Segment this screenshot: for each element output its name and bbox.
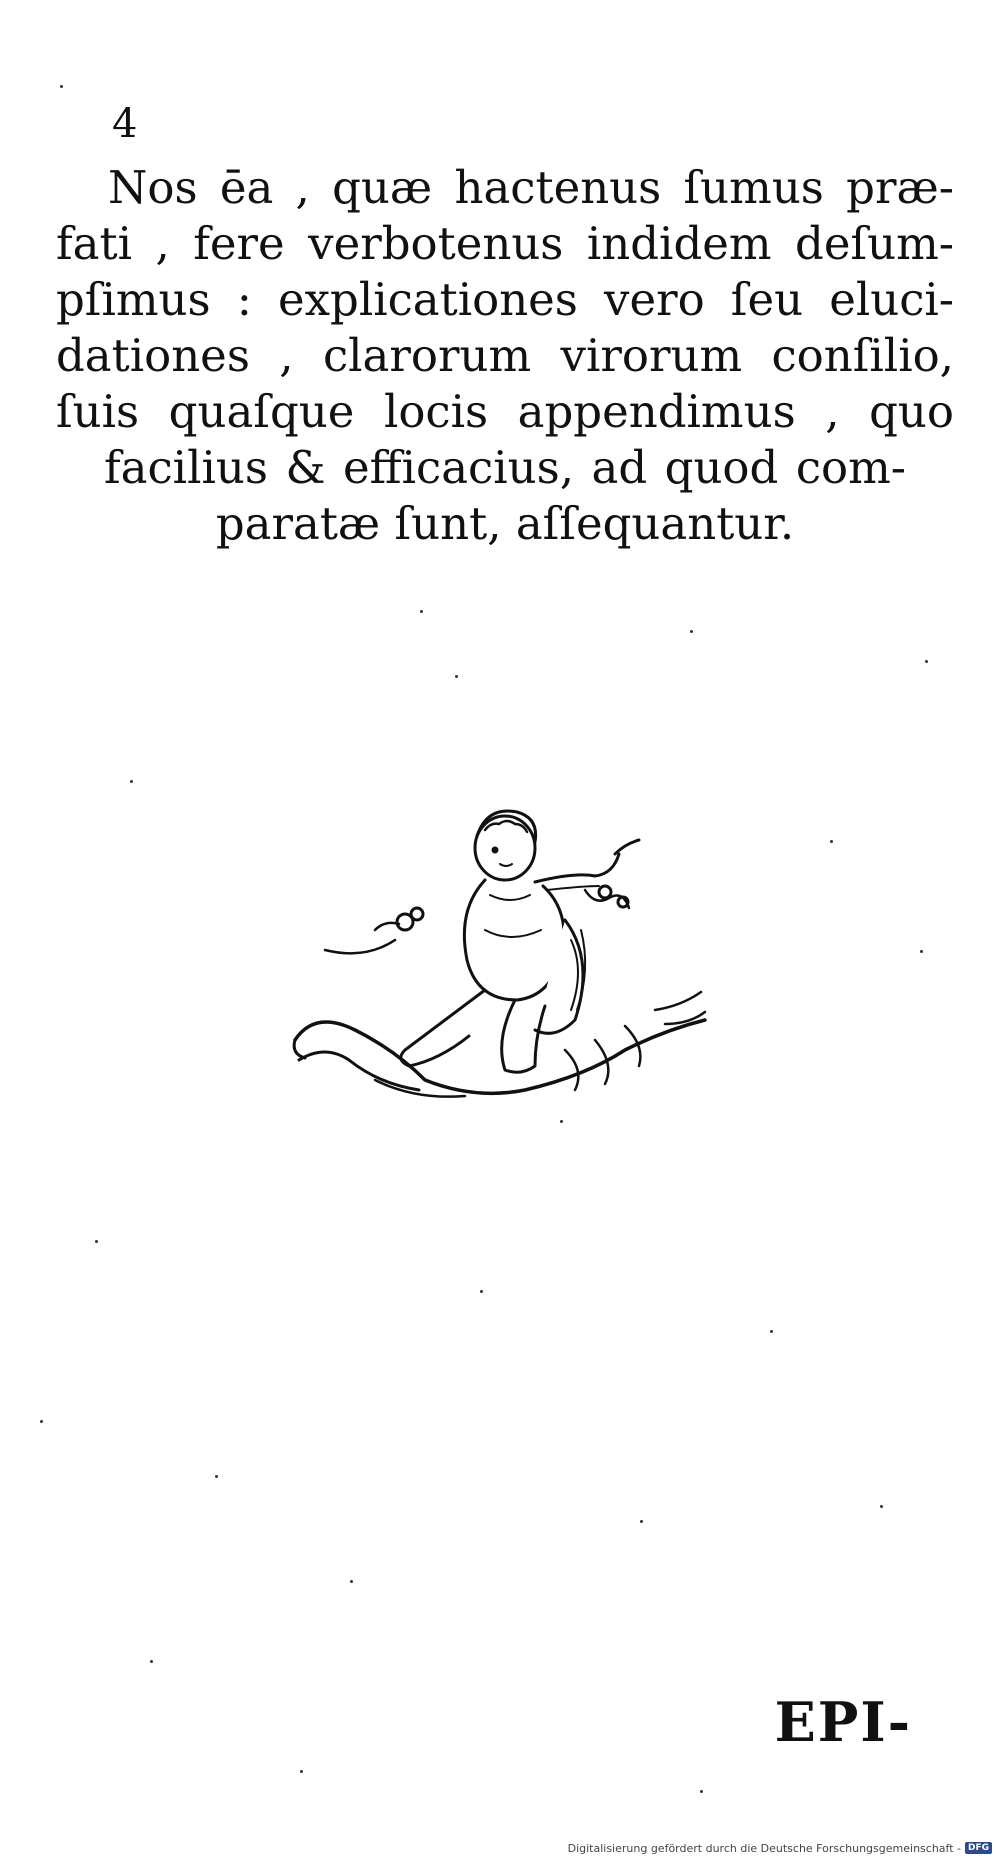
paper-speck bbox=[640, 1520, 643, 1523]
paper-speck bbox=[300, 1770, 303, 1773]
paper-speck bbox=[880, 1505, 883, 1508]
page-number: 4 bbox=[112, 101, 138, 147]
text-line: Nos ēa , quæ hactenus ſumus præ- bbox=[108, 161, 954, 214]
footer-text: Digitalisierung gefördert durch die Deutsche Forschungsgemeinschaft - bbox=[567, 1841, 961, 1855]
catchword: EPI- bbox=[774, 1690, 912, 1754]
paper-speck bbox=[215, 1475, 218, 1478]
paper-speck bbox=[480, 1290, 483, 1293]
paper-speck bbox=[560, 1120, 563, 1123]
digitization-footer bbox=[0, 1838, 1000, 1858]
paper-speck bbox=[690, 630, 693, 633]
paper-speck bbox=[60, 85, 63, 88]
body-text bbox=[56, 160, 954, 552]
paper-speck bbox=[95, 1240, 98, 1243]
paper-speck bbox=[455, 675, 458, 678]
text-line: pſimus : explicationes vero ſeu eluci- bbox=[56, 273, 954, 326]
paper-speck bbox=[770, 1330, 773, 1333]
text-line: dationes , clarorum virorum conſilio, bbox=[56, 329, 954, 382]
text-line: facilius & efficacius, ad quod com- bbox=[104, 441, 906, 494]
paper-speck bbox=[700, 1790, 703, 1793]
paper-speck bbox=[920, 950, 923, 953]
text-line: paratæ ſunt, aſſequantur. bbox=[215, 497, 795, 550]
paper-speck bbox=[925, 660, 928, 663]
paper-speck bbox=[40, 1420, 43, 1423]
text-line: fati , fere verbotenus indidem deſum- bbox=[56, 217, 954, 270]
text-line: ſuis quaſque locis appendimus , quo bbox=[56, 385, 954, 438]
paper-speck bbox=[420, 610, 423, 613]
putto-vignette-icon bbox=[285, 800, 725, 1120]
dfg-logo-icon: DFG bbox=[965, 1842, 992, 1854]
paper-speck bbox=[350, 1580, 353, 1583]
paper-speck bbox=[830, 840, 833, 843]
paper-speck bbox=[130, 780, 133, 783]
paper-speck bbox=[150, 1660, 153, 1663]
